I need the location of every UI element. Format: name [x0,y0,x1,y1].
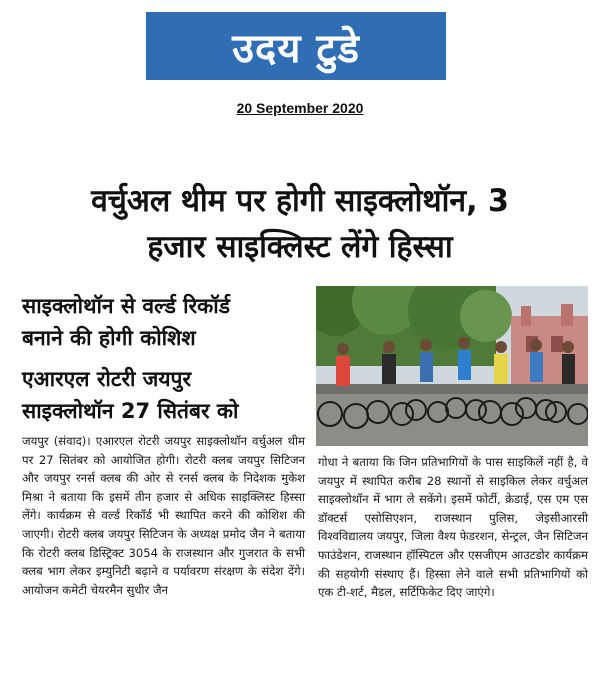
headline-line-1: वर्चुअल थीम पर होगी साइक्लोथॉन, 3 [91,183,509,219]
headline [19,178,582,270]
subheading-line: बनाने की होगी कोशिश [22,326,196,350]
headline-line-2: हजार साइक्लिस्ट लेंगे हिस्सा [147,229,453,265]
subheading-world-record [22,290,312,354]
subheading-event-date [22,363,312,427]
cyclists-photo-icon [316,286,588,446]
masthead-title: उदय टुडे [232,25,360,72]
publication-date: 20 September 2020 [236,100,364,116]
subheading-line: एआरएल रोटरी जयपुर [22,367,192,391]
subheading-line: साइक्लोथॉन से वर्ल्ड रिकॉर्ड [22,294,230,318]
article-body-right: गोधा ने बताया कि जिन प्रतिभागियों के पास साइकिलें नहीं है, वे जयपुर में स्थापित करीब 28 स्थानों से साइकिल लेकर वर्चुअल साइक्लोथॉन में भाग ले सकेंगे। इसमें फोर्टी, क्रेडाई, एस एम एस डॉक्टर्स एसोसिएशन, राजस्थान पुलिस, जेइसीआरसी विश्वविद्यालय जयपुर, जिला वैश्य फेडरशन, सेन्ट्रल, जैन सिटिजन फाउंडेशन, राजस्थान हॉस्पिटल और एसजीएम आउटडोर कार्यक्रम की सहयोगी संस्थाए हैं। हिस्सा लेने वाले सभी प्रतिभागियों को एक टी-शर्ट, मैडल, सर्टिफिकेट दिए जाएंगे। [318,455,588,600]
article-body-left: जयपुर (संवाद)। एआरएल रोटरी जयपुर साइक्लोथॉन वर्चुअल थीम पर 27 सितंबर को आयोजित होगी। रोटरी क्लब जयपुर सिटिजन और जयपुर रनर्स क्लब की ओर से रनर्स क्लब के निदेशक मुकेश मिश्रा ने बताया कि इसमें तीन हजार से अधिक साइक्लिस्ट हिस्सा लेंगे। कार्यक्रम से वर्ल्ड रिकॉर्ड भी स्थापित करने की कोशिश की जाएगी। रोटरी क्लब जयपुर सिटिजन के अध्यक्ष प्रमोद जैन ने बताया कि रोटरी क्लब डिस्ट्रिक्ट 3054 के राजस्थान और गुजरात के सभी क्लब भाग लेकर इम्युनिटी बढ़ाने व पर्यावरण संरक्षण के संदेश देंगे। आयोजन कमेटी चेयरमैन सुधीर जैन [22,434,305,597]
subheading-line: साइक्लोथॉन 27 सितंबर को [22,399,239,423]
cyclists-photo [316,286,588,446]
masthead-logo [146,12,446,80]
